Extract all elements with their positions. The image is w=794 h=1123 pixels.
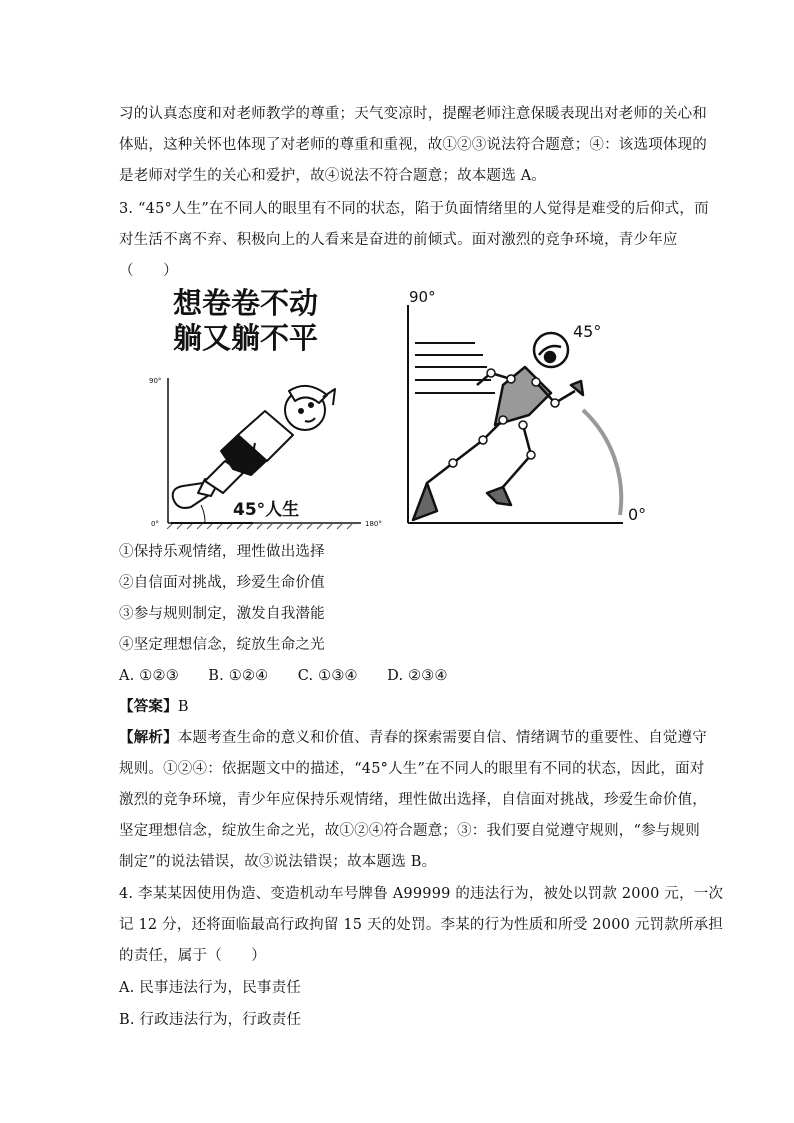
running-robot-figure bbox=[413, 333, 583, 520]
paragraph-line: 体贴，这种关怀也体现了对老师的尊重和重视，故①②③说法符合题意；④：该选项体现的 bbox=[119, 137, 707, 153]
paragraph-line: 习的认真态度和对老师教学的尊重；天气变凉时，提醒老师注意保暖表现出对老师的关心和 bbox=[119, 106, 707, 122]
question-3-stem: 3. “45°人生”在不同人的眼里有不同的状态，陷于负面情绪里的人觉得是难受的后仰式，而 bbox=[119, 201, 709, 217]
answer-choices: A. ①②③ B. ①②④ C. ①③④ D. ②③④ bbox=[119, 668, 448, 684]
angle-label-45: 45° bbox=[573, 322, 602, 341]
paragraph-line: 是老师对学生的关心和爱护，故④说法不符合题意；故本题选 A。 bbox=[119, 168, 547, 184]
question-4-stem: 记 12 分，还将面临最高行政拘留 15 天的处罚。李某的行为性质和所受 2000 元罚款所承担 bbox=[119, 917, 724, 933]
question-3-stem: （ ） bbox=[119, 263, 178, 279]
answer-value: B bbox=[177, 699, 189, 715]
illustration-title-line1: 想卷卷不动 bbox=[173, 286, 319, 320]
analysis-line: 制定”的说法错误，故③说法错误；故本题选 B。 bbox=[119, 854, 437, 870]
option-1: ①保持乐观情绪，理性做出选择 bbox=[119, 544, 325, 560]
analysis-line: 规则。①②④：依据题文中的描述，“45°人生”在不同人的眼里有不同的状态，因此，面对 bbox=[119, 761, 705, 777]
analysis-label: 【解析】 bbox=[119, 729, 178, 746]
option-3: ③参与规则制定，激发自我潜能 bbox=[119, 606, 325, 622]
option-a: A. 民事违法行为，民事责任 bbox=[119, 980, 301, 996]
analysis-line: 坚定理想信念，绽放生命之光，故①②④符合题意；③：我们要自觉遵守规则，“参与规则 bbox=[119, 823, 700, 839]
illustration-title-line2: 躺又躺不平 bbox=[173, 321, 319, 355]
leaning-boy-figure bbox=[173, 386, 335, 508]
analysis-line bbox=[119, 726, 707, 747]
analysis-text: 本题考查生命的意义和价值、青春的探索需要自信、情绪调节的重要性、自觉遵守 bbox=[177, 730, 708, 746]
angle-arc bbox=[583, 410, 621, 515]
angle-arc bbox=[201, 505, 205, 523]
analysis-line: 激烈的竞争环境，青少年应保持乐观情绪，理性做出选择，自信面对挑战，珍爱生命价值， bbox=[119, 792, 707, 808]
question-4-stem: 4. 李某某因使用伪造、变造机动车号牌鲁 A99999 的违法行为，被处以罚款 2000 元，一次 bbox=[119, 886, 724, 902]
option-b: B. 行政违法行为，行政责任 bbox=[119, 1012, 302, 1028]
axis-label-90: 90° bbox=[409, 288, 436, 306]
axis-label-0: 0° bbox=[151, 520, 159, 528]
axis-label-0: 0° bbox=[628, 505, 647, 524]
option-2: ②自信面对挑战，珍爱生命价值 bbox=[119, 575, 325, 591]
leaning-forward-illustration bbox=[403, 285, 653, 530]
lying-45-illustration bbox=[143, 283, 383, 533]
question-4-stem: 的责任，属于（ ） bbox=[119, 948, 266, 964]
answer-label: 【答案】 bbox=[119, 698, 178, 715]
caption-45-life: 45°人生 bbox=[233, 500, 300, 520]
question-3-stem: 对生活不离不弃、积极向上的人看来是奋进的前倾式。面对激烈的竞争环境，青少年应 bbox=[119, 232, 678, 248]
axis-label-90: 90° bbox=[149, 377, 162, 385]
option-4: ④坚定理想信念，绽放生命之光 bbox=[119, 637, 325, 653]
axis-label-180: 180° bbox=[365, 520, 382, 528]
speed-lines bbox=[415, 343, 495, 393]
answer-line bbox=[119, 695, 189, 716]
